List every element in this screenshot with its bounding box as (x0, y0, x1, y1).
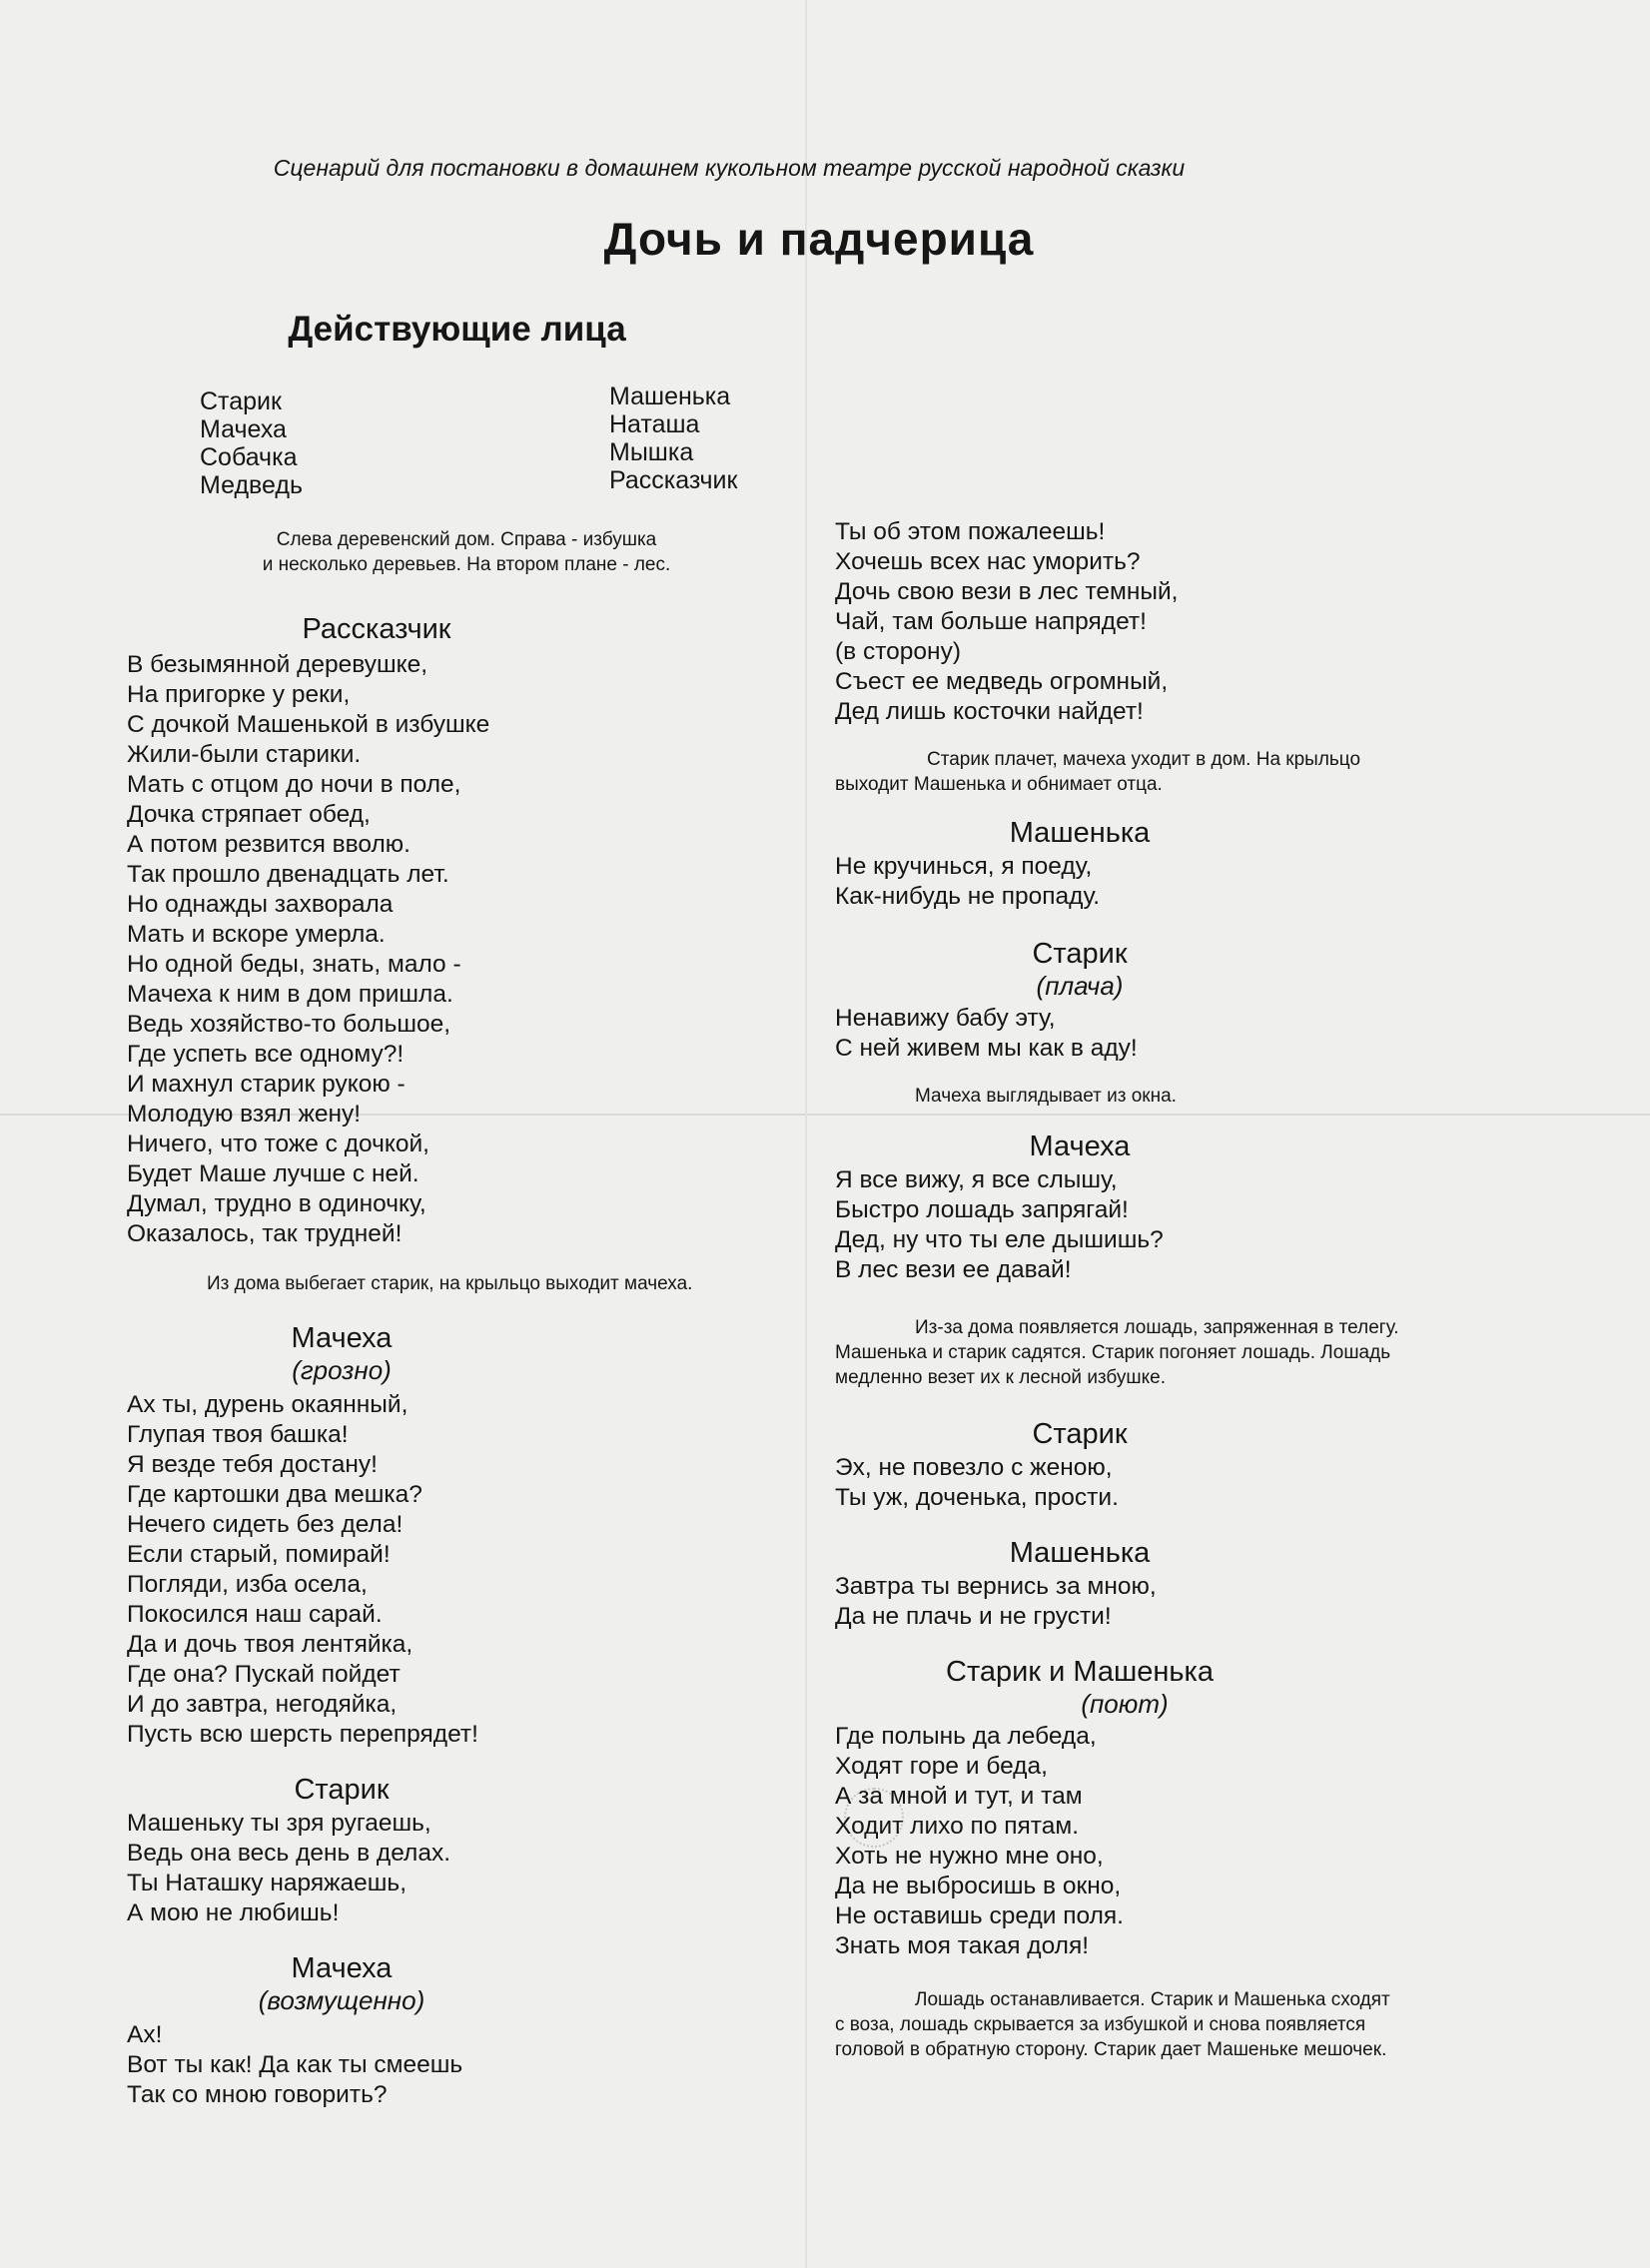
stage-direction: Старик плачет, мачеха уходит в дом. На крыльцо выходит Машенька и обнимает отца. (835, 749, 1361, 795)
speaker-name: Старик (1032, 938, 1128, 970)
verse: Я все вижу, я все слышу, Быстро лошадь запрягай! Дед, ну что ты еле дышишь? В лес вези ее давай! (835, 1166, 1164, 1283)
verse: Ах! Вот ты как! Да как ты смеешь Так со мною говорить? (127, 2021, 463, 2108)
speaker-name: Мачеха (1029, 1131, 1131, 1162)
cast-list-left (200, 387, 303, 499)
verse: Завтра ты вернись за мною, Да не плачь и не грусти! (835, 1573, 1157, 1630)
stage-direction: Из дома выбегает старик, на крыльцо выходит мачеха. (207, 1273, 693, 1294)
cast-list-right (609, 382, 737, 494)
speaker-name: Мачеха (291, 1952, 393, 1984)
verse: Не кручинься, я поеду, Как-нибудь не пропаду. (835, 853, 1101, 910)
stage-direction: Лошадь останавливается. Старик и Машенька сходят с воза, лошадь скрывается за избушкой и снова появляется головой в обратную сторону. Старик дает Машеньке мешочек. (835, 1989, 1390, 2060)
speaker-manner: (возмущенно) (258, 1985, 425, 2015)
page-subtitle: Сценарий для постановки в домашнем кукольном театре русской народной сказки (273, 155, 1186, 181)
left-column (127, 527, 826, 2110)
verse: Ненавижу бабу эту, С ней живем мы как в аду! (835, 1005, 1138, 1062)
speaker-manner: (плача) (1036, 971, 1124, 1001)
verse: Ты об этом пожалеешь! Хочешь всех нас уморить? Дочь свою вези в лес темный, Чай, там больше напрядет! (в сторону) Съест ее медведь огромный, Дед лишь косточки найдет! (835, 518, 1179, 725)
speaker-manner: (поют) (1081, 1689, 1169, 1719)
verse: В безымянной деревушке, На пригорке у реки, С дочкой Машенькой в избушке Жили-были старики. Мать с отцом до ночи в поле, Дочка стряпает обед, А потом резвится вволю. Так прошло двенадцать лет. Но однажды захворала Мать и вскоре умерла. Но одной беды, знать, мало - Мачеха к ним в дом пришла. Ведь хозяйство-то большое, Где успеть все одному?! И махнул старик рукою - Молодую взял жену! Ничего, что тоже с дочкой, Будет Маше лучше с ней. Думал, трудно в одиночку, Оказалось, так трудней! (127, 651, 490, 1247)
page-title: Дочь и падчерица (603, 213, 1035, 265)
right-column (835, 517, 1534, 2062)
speaker-name: Машенька (1009, 1537, 1151, 1569)
speaker-name: Машенька (1009, 817, 1151, 849)
cast-member: Мышка (609, 438, 694, 466)
stage-direction: Из-за дома появляется лошадь, запряженная в телегу. Машенька и старик садятся. Старик погоняет лошадь. Лошадь медленно везет их к лесной избушке. (835, 1317, 1399, 1388)
speaker-name: Рассказчик (302, 613, 451, 645)
speaker-manner: (грозно) (292, 1355, 392, 1385)
verse: Ах ты, дурень окаянный, Глупая твоя башка! Я везде тебя достану! Где картошки два мешка? Нечего сидеть без дела! Если старый, помирай! Погляди, изба осела, Покосился наш сарай. Да и дочь твоя лентяйка, Где она? Пускай пойдет И до завтра, негодяйка, Пусть всю шерсть перепрядет! (127, 1391, 478, 1748)
cast-member: Наташа (609, 410, 700, 438)
cast-member: Медведь (200, 471, 304, 499)
cast-member: Мачеха (200, 415, 287, 443)
stage-direction: Слева деревенский дом. Справа - избушка и несколько деревьев. На втором плане - лес. (262, 529, 671, 575)
cast-member: Машенька (609, 382, 731, 410)
speaker-name: Старик (294, 1774, 390, 1806)
speaker-name: Старик и Машенька (946, 1656, 1214, 1688)
speaker-name: Старик (1032, 1418, 1128, 1450)
cast-member: Старик (200, 387, 282, 415)
speaker-name: Мачеха (291, 1322, 393, 1354)
stage-direction: Мачеха выглядывает из окна. (915, 1086, 1177, 1107)
verse: Эх, не повезло с женою, Ты уж, доченька, прости. (835, 1454, 1119, 1511)
verse: Машеньку ты зря ругаешь, Ведь она весь день в делах. Ты Наташку наряжаешь, А мою не любишь! (127, 1810, 451, 1926)
cast-member: Собачка (200, 443, 298, 471)
cast-heading: Действующие лица (288, 310, 626, 349)
verse: Где полынь да лебеда, Ходят горе и беда, А за мной и тут, и там Ходит лихо по пятам. Хоть не нужно мне оно, Да не выбросишь в окно, Не оставишь среди поля. Знать моя такая доля! (835, 1723, 1124, 1959)
cast-member: Рассказчик (609, 466, 738, 494)
